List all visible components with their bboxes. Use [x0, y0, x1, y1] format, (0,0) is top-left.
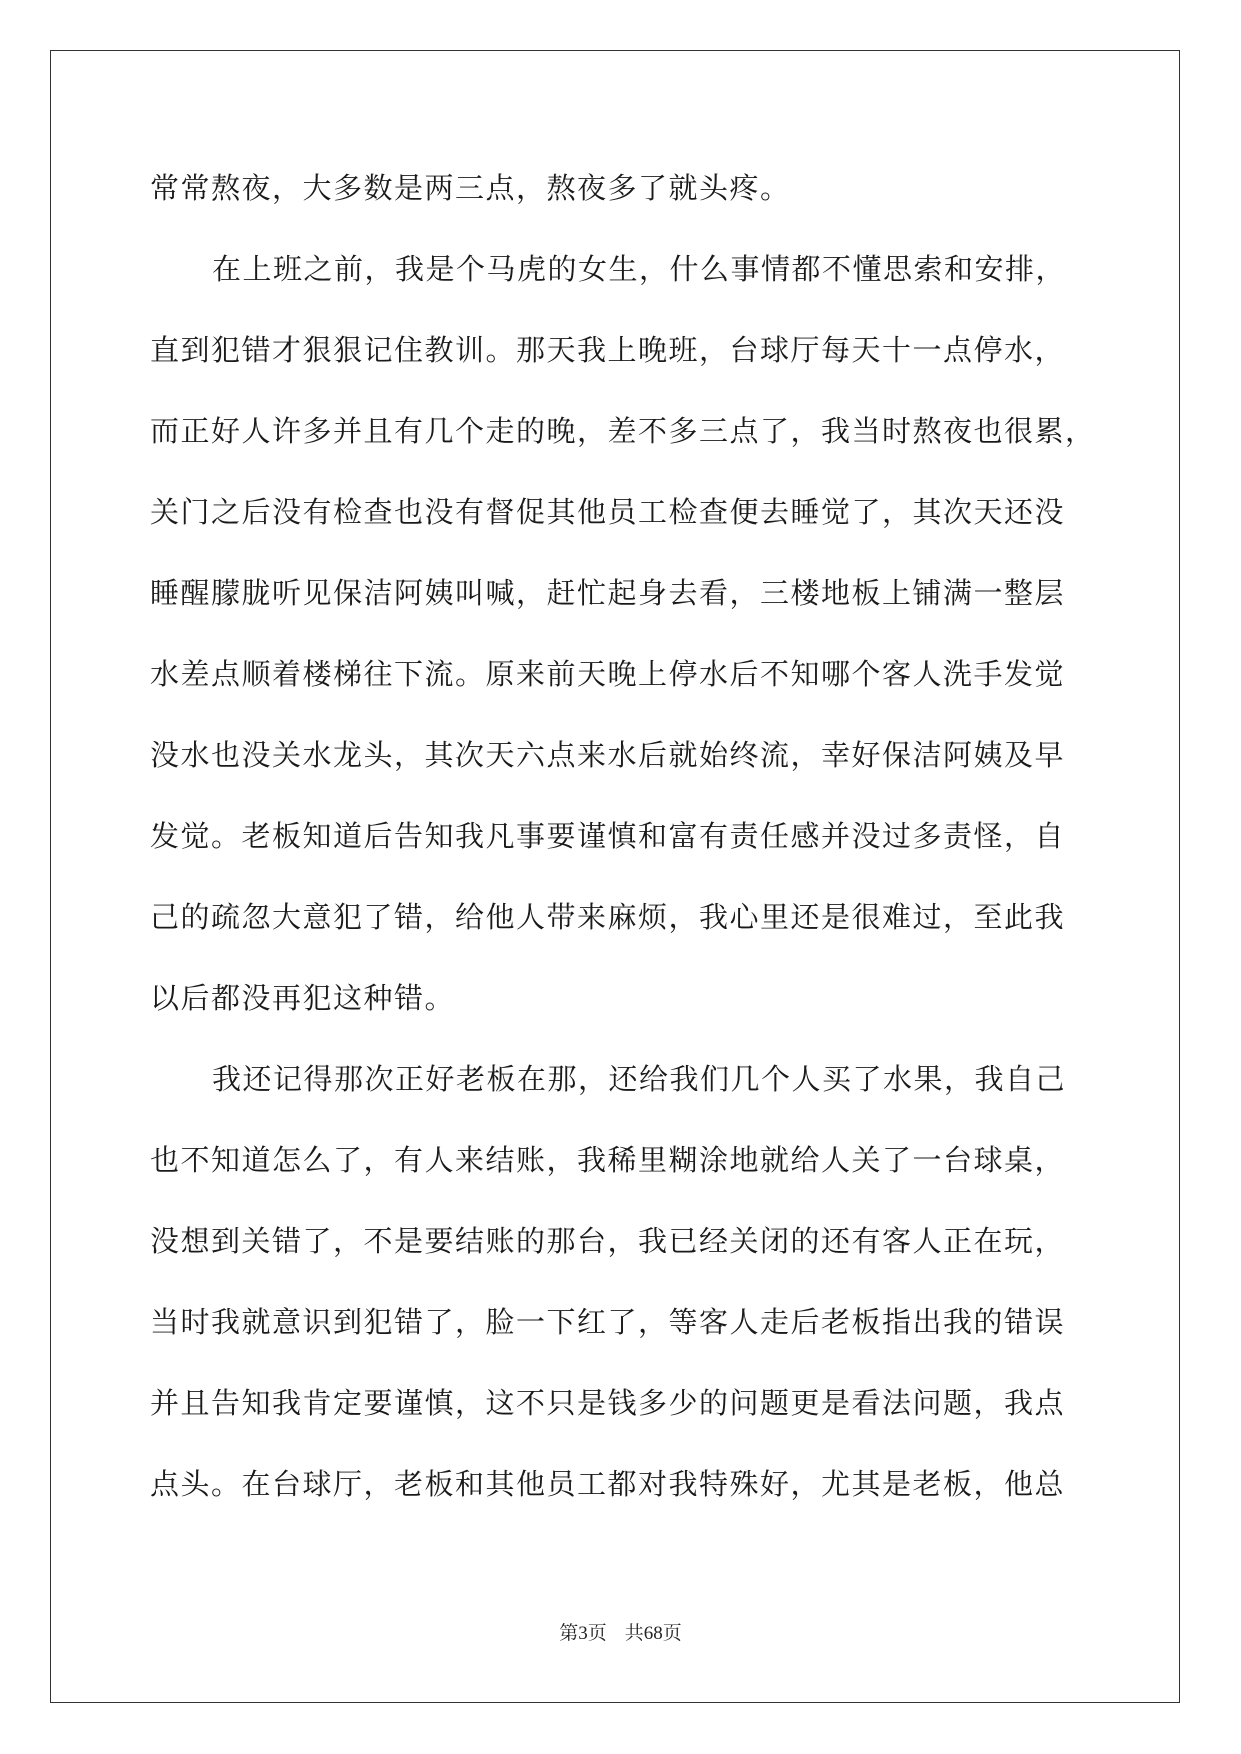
- text-line: 没想到关错了，不是要结账的那台，我已经关闭的还有客人正在玩，: [150, 1224, 1066, 1258]
- text-line: 以后都没再犯这种错。: [150, 981, 456, 1015]
- text-line: 也不知道怎么了，有人来结账，我稀里糊涂地就给人关了一台球桌，: [150, 1143, 1066, 1177]
- text-line: 在上班之前，我是个马虎的女生，什么事情都不懂思索和安排，: [212, 252, 1067, 286]
- text-line: 常常熬夜，大多数是两三点，熬夜多了就头疼。: [150, 171, 791, 205]
- page-number: 第3页: [559, 1623, 607, 1644]
- page-total: 共68页: [624, 1623, 682, 1644]
- text-line: 睡醒朦胧听见保洁阿姨叫喊，赶忙起身去看，三楼地板上铺满一整层: [150, 576, 1066, 610]
- page-footer: [0, 1618, 1241, 1645]
- text-line: 水差点顺着楼梯往下流。原来前天晚上停水后不知哪个客人洗手发觉: [150, 657, 1066, 691]
- text-line: 当时我就意识到犯错了，脸一下红了，等客人走后老板指出我的错误: [150, 1305, 1066, 1339]
- text-line: 而正好人许多并且有几个走的晚，差不多三点了，我当时熬夜也很累，: [150, 414, 1096, 448]
- text-line: 发觉。老板知道后告知我凡事要谨慎和富有责任感并没过多责怪，自: [150, 819, 1066, 853]
- text-line: 我还记得那次正好老板在那，还给我们几个人买了水果，我自己: [212, 1062, 1067, 1096]
- text-line: 点头。在台球厅，老板和其他员工都对我特殊好，尤其是老板，他总: [150, 1467, 1066, 1501]
- text-line: 并且告知我肯定要谨慎，这不只是钱多少的问题更是看法问题，我点: [150, 1386, 1066, 1420]
- text-line: 直到犯错才狠狠记住教训。那天我上晚班，台球厅每天十一点停水，: [150, 333, 1066, 367]
- document-body: [150, 160, 1100, 1537]
- text-line: 没水也没关水龙头，其次天六点来水后就始终流，幸好保洁阿姨及早: [150, 738, 1066, 772]
- text-line: 己的疏忽大意犯了错，给他人带来麻烦，我心里还是很难过，至此我: [150, 900, 1066, 934]
- text-line: 关门之后没有检查也没有督促其他员工检查便去睡觉了，其次天还没: [150, 495, 1066, 529]
